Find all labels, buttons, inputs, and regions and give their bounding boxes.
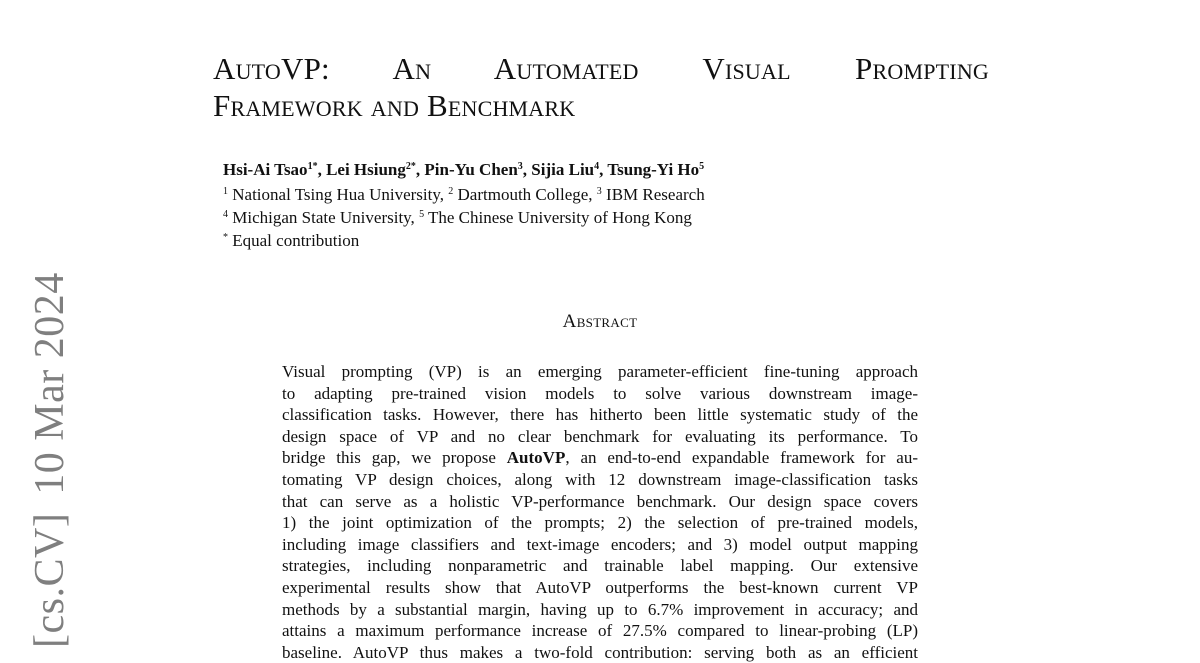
affiliation-line-1: $^1$ National Tsing Hua University, $^2$ Dartmouth College, $^3$ IBM Research (223, 185, 705, 204)
abstract-line: methods by a substantial margin, having up to 6.7% improvement in accuracy; and (282, 599, 918, 619)
arxiv-side-stamp (29, 254, 71, 648)
abstract-line: tomating VP design choices, along with 12 downstream image-classification tasks (282, 469, 918, 489)
equal-contribution-note: * Equal contribution (223, 231, 360, 250)
abstract-line: classification tasks. However, there has hitherto been little systematic study of the (282, 405, 918, 425)
author: Pin-Yu Chen$^3$, (424, 160, 532, 179)
author: Hsi-Ai Tsao$^{1*}$, (223, 160, 327, 179)
abstract-body (282, 361, 918, 663)
abstract-line: baseline. AutoVP thus makes a two-fold contribution: serving both as an efficient (282, 642, 918, 662)
title-line-1: AutoVP: An Automated Visual Prompting (213, 51, 989, 86)
author-list (223, 160, 704, 180)
abstract-line: that can serve as a holistic VP-performance benchmark. Our design space covers (282, 491, 918, 511)
author: Lei Hsiung$^{2*}$, (326, 160, 425, 179)
title-line-2: Framework and Benchmark (213, 88, 576, 123)
abstract-line: Visual prompting (VP) is an emerging parameter-efficient fine-tuning approach (282, 362, 918, 381)
arxiv-category: [cs.CV] (27, 512, 73, 648)
author: Tsung-Yi Ho$^5$ (607, 160, 705, 179)
paper-title (213, 50, 989, 124)
affiliation-line-2: $^4$ Michigan State University, $^5$ The Chinese University of Hong Kong (223, 208, 692, 227)
author: Sijia Liu$^4$, (531, 160, 608, 179)
abstract-line: to adapting pre-trained vision models to solve various downstream image- (282, 383, 918, 403)
abstract-line: bridge this gap, we propose AutoVP, an end-to-end expandable framework for au- (282, 448, 918, 468)
abstract-heading: Abstract (562, 311, 638, 332)
abstract-line: 1) the joint optimization of the prompts; 2) the selection of pre-trained models, (282, 513, 918, 533)
abstract-line: including image classifiers and text-image encoders; and 3) model output mapping (282, 534, 918, 554)
abstract-line: strategies, including nonparametric and trainable label mapping. Our extensive (282, 556, 918, 576)
abstract-line: experimental results show that AutoVP outperforms the best-known current VP (282, 577, 918, 597)
arxiv-date: 10 Mar 2024 (27, 272, 73, 495)
method-name-bold: AutoVP (506, 448, 566, 468)
abstract-line: attains a maximum performance increase of 27.5% compared to linear-probing (LP) (282, 621, 918, 641)
abstract-line: design space of VP and no clear benchmark for evaluating its performance. To (282, 426, 918, 446)
